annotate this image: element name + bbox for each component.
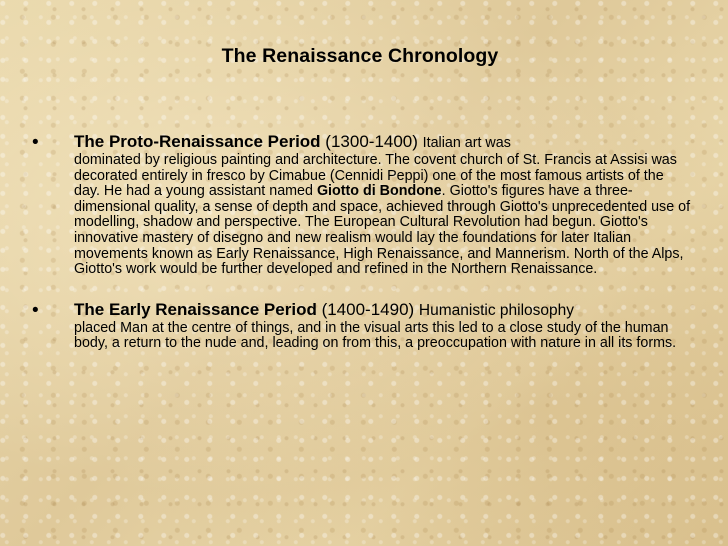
period-description [74, 153, 692, 278]
period-dates: (1400-1490) [316, 299, 419, 319]
description-text-b: . Giotto's figures have a three-dimensional quality, a sense of depth and space, achieved through Giotto's unprecedented use of modelling, shadow and perspective. The European Cultural Revolution had begun. Giotto's innovative mastery of disegno and new realism would lay the foundations for later Italian movements known as Early Renaissance, High Renaissance, and Mannerism. North of the Alps, Giotto's work would be further developed and refined in the Northern Renaissance. [74, 183, 691, 278]
bullet-list [32, 132, 692, 352]
slide-title-text: The Renaissance Chronology [221, 45, 499, 67]
period-description [74, 321, 692, 352]
period-heading: The Early Renaissance Period [74, 299, 317, 319]
period-heading: The Proto-Renaissance Period [74, 132, 321, 151]
bullet-early-renaissance [32, 300, 692, 352]
bullet-dot-icon: • [32, 132, 39, 153]
period-intro: Humanistic philosophy [418, 301, 574, 319]
description-text-a: placed Man at the centre of things, and in the visual arts this led to a close study of the human body, a return to the nude and, leading on from this, a preoccupation with nature in all its forms. [74, 319, 677, 352]
bullet-proto-renaissance [32, 132, 692, 278]
slide-title [0, 45, 728, 68]
description-text-a: dominated by religious painting and architecture. The covent church of St. Francis at Assisi was decorated entirely in fresco by Cimabue (Cennidi Peppi) one of the most famous artists of the day. He had a young assistant named [74, 152, 677, 200]
period-dates: (1300-1400) [320, 132, 423, 151]
artist-name: Giotto di Bondone [316, 183, 442, 200]
period-intro: Italian art was [422, 135, 511, 151]
bullet-lead-line [74, 132, 692, 153]
bullet-dot-icon: • [32, 299, 39, 321]
bullet-lead-line [74, 300, 692, 321]
